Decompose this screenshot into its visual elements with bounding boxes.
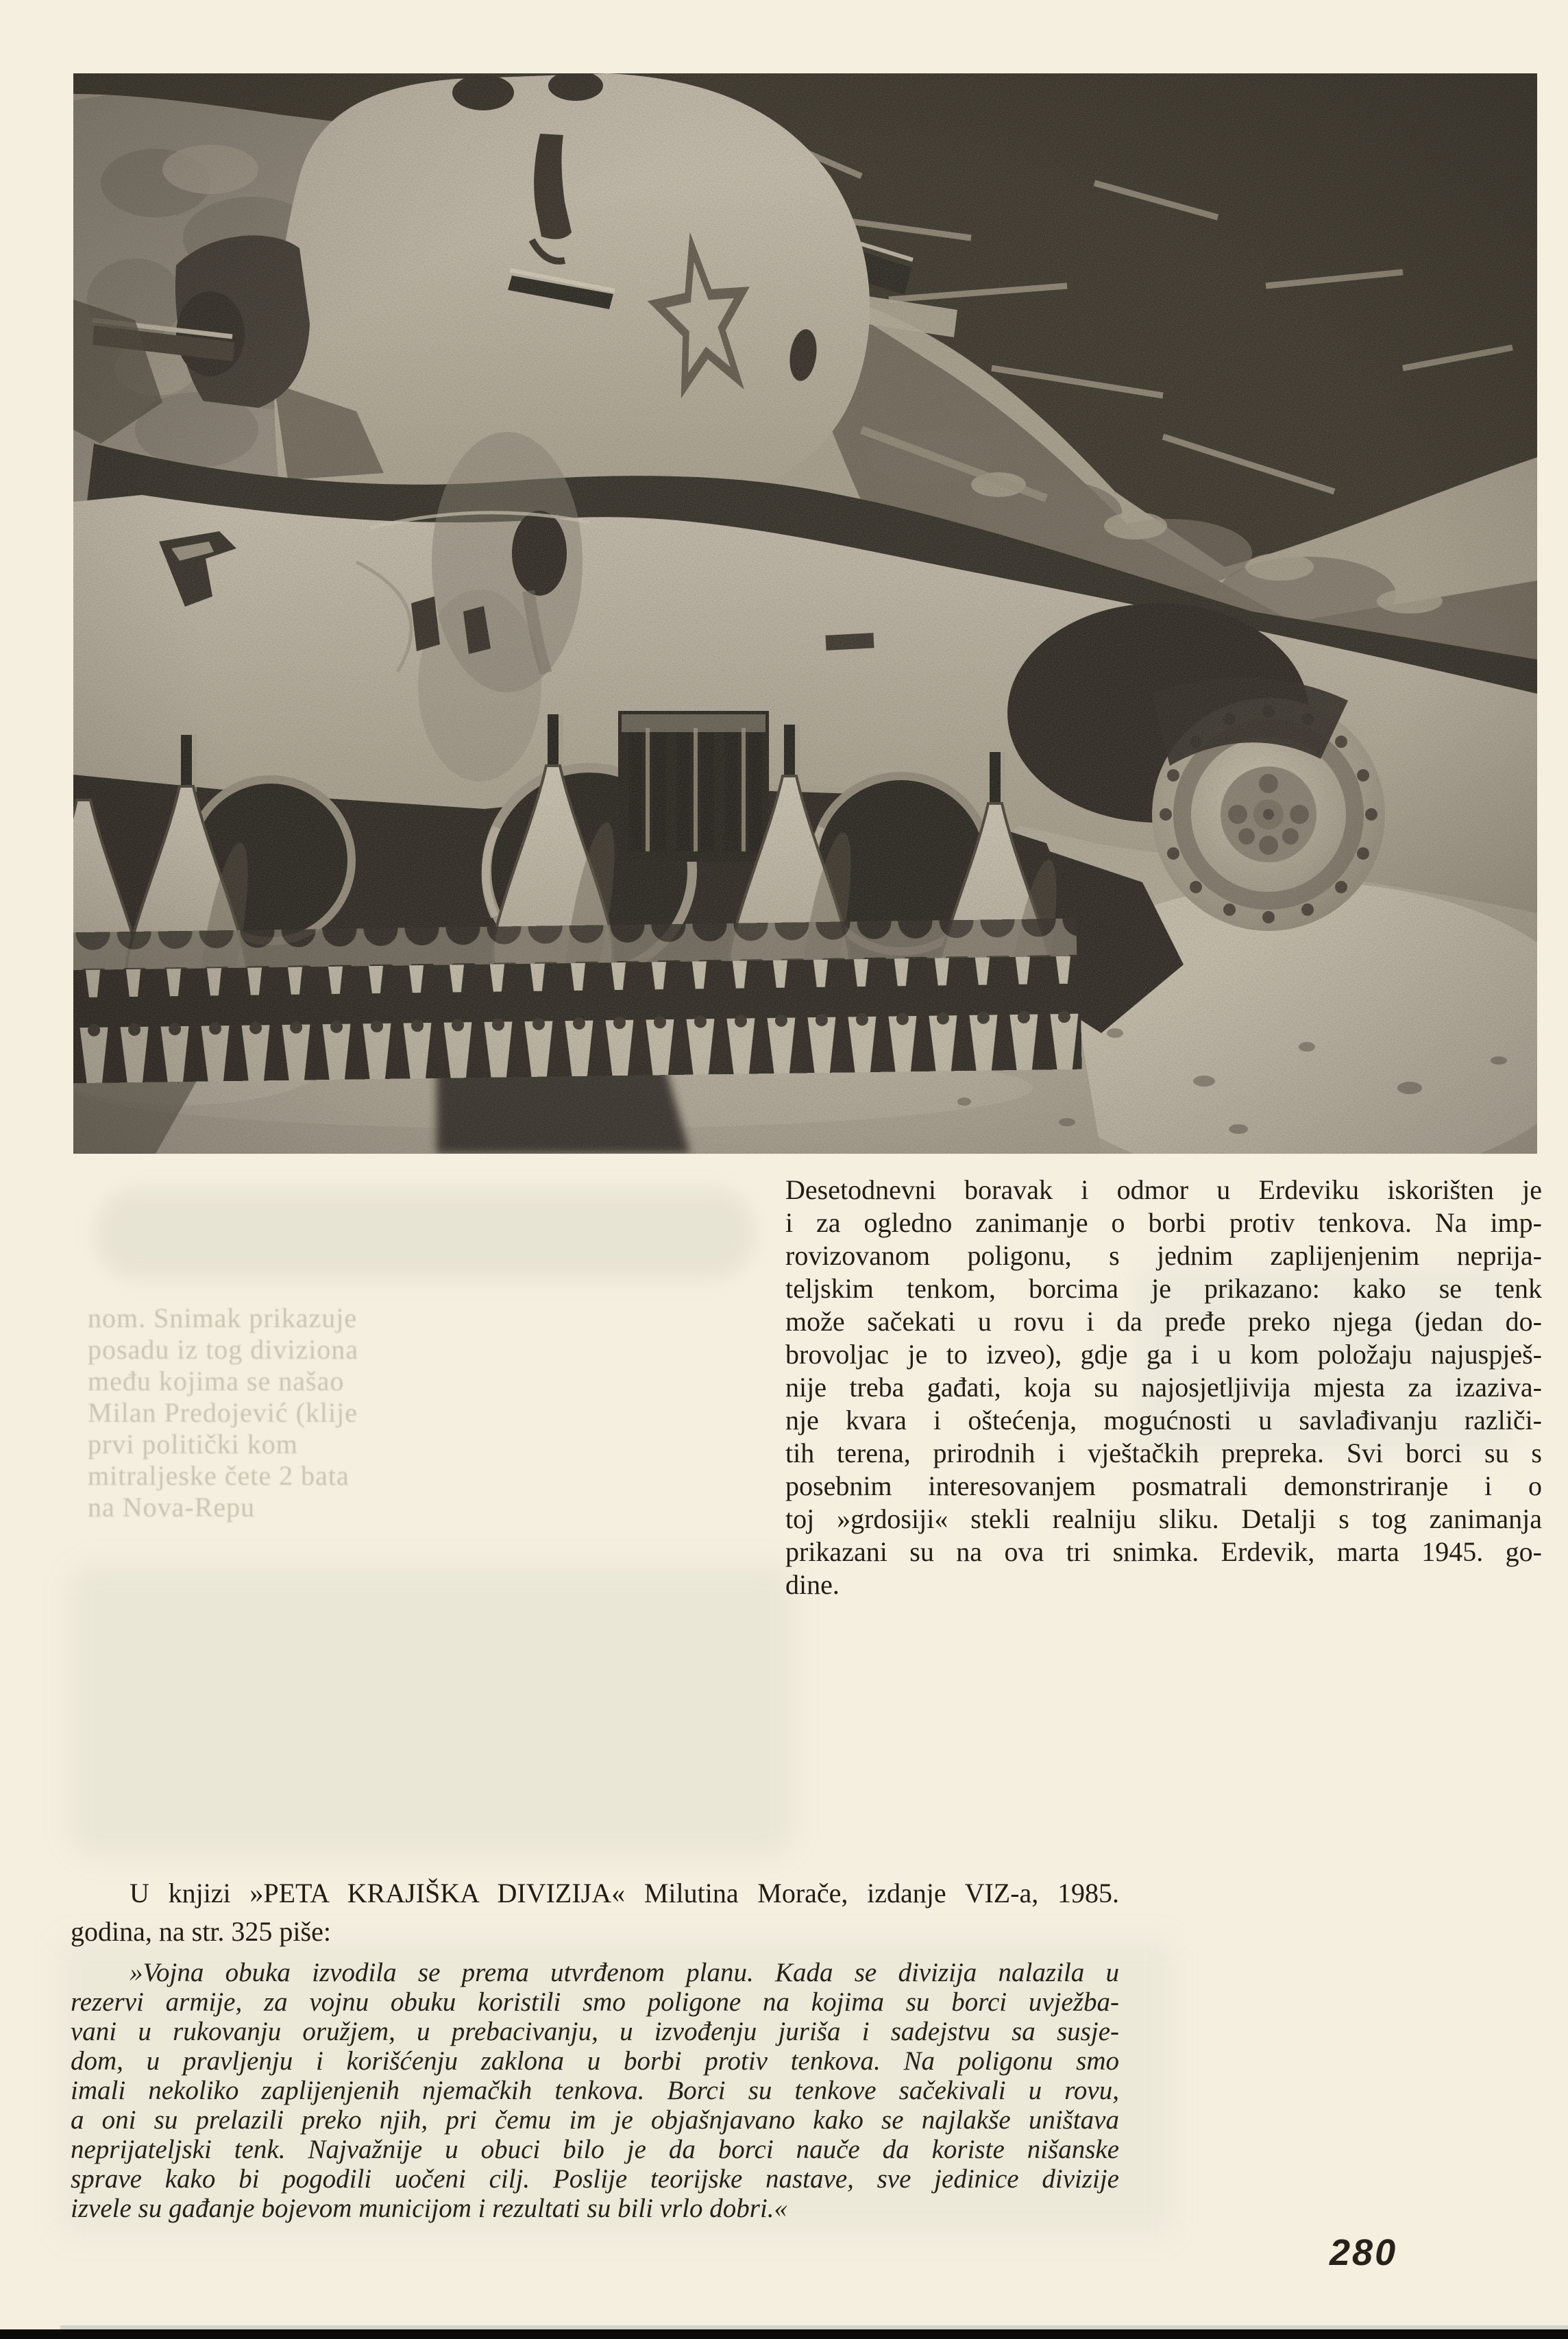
photo-grain — [73, 73, 1537, 1154]
text-line: Milan Predojević (klije — [88, 1397, 358, 1428]
text-line: na Nova-Repu — [88, 1492, 256, 1523]
show-through-smudge — [96, 1189, 754, 1278]
text-line: izvele su gađanje bojevom municijom i rezultati su bili vrlo dobri.« — [71, 2194, 788, 2223]
text-line: dine. — [785, 1569, 840, 1600]
text-line: među kojima se našao — [88, 1366, 345, 1396]
text-line: posadu iz tog diviziona — [88, 1334, 359, 1365]
show-through-photo-ghost — [69, 1563, 795, 1858]
text-line: i za ogledno zanimanje o borbi protiv tenkova. Na imp- — [785, 1207, 1542, 1238]
text-line: posebnim interesovanjem posmatrali demonstriranje i o — [785, 1470, 1542, 1501]
text-line: nom. Snimak prikazuje — [88, 1302, 358, 1333]
text-line: godina, na str. 325 piše: — [71, 1916, 331, 1947]
book-reference-intro — [71, 1874, 1119, 1951]
page-number: 280 — [1330, 2232, 1398, 2273]
text-line: imali nekoliko zaplijenjenih njemačkih tenkova. Borci su tenkove sačekivali u rovu, — [71, 2076, 1119, 2105]
text-line: nje kvara i oštećenja, mogućnosti u savlađivanju različi- — [785, 1405, 1542, 1435]
scan-edge-bar — [0, 2329, 1568, 2339]
text-line: vani u rukovanju oružjem, u prebacivanju, u izvođenju juriša i sadejstvu sa susje- — [71, 2017, 1119, 2046]
text-line: nije treba gađati, koja su najosjetljivija mjesta za izaziva- — [785, 1372, 1542, 1403]
text-line: a oni su prelazili preko njih, pri čemu im je objašnjavano kako se najlakše uništava — [71, 2105, 1119, 2135]
book-quote — [71, 1958, 1119, 2223]
text-line: Desetodnevni boravak i odmor u Erdeviku iskorišten je — [785, 1174, 1542, 1205]
text-line: može sačekati u rovu i da pređe preko njega (jedan do- — [785, 1306, 1542, 1337]
text-line: prvi politički kom — [88, 1429, 298, 1459]
text-line: neprijateljski tenk. Najvažnije u obuci bilo je da borci nauče da koriste nišanske — [71, 2135, 1119, 2164]
text-line: tih terena, prirodnih i vještačkih prepreka. Svi borci su s — [785, 1438, 1542, 1468]
ghost-text — [88, 1302, 766, 1523]
text-line: prikazani su na ova tri snimka. Erdevik, marta 1945. go- — [785, 1536, 1542, 1567]
tank-photo-illustration — [73, 73, 1537, 1154]
text-line: »Vojna obuka izvodila se prema utvrđenom planu. Kada se divizija nalazila u — [130, 1958, 1119, 1987]
tank-photo — [73, 73, 1537, 1154]
photo-caption — [785, 1174, 1542, 1601]
text-line: U knjizi »PETA KRAJIŠKA DIVIZIJA« Milutina Morače, izdanje VIZ-a, 1985. — [130, 1878, 1119, 1908]
text-line: mitraljeske čete 2 bata — [88, 1460, 350, 1491]
text-line: rezervi armije, za vojnu obuku koristili smo poligone na kojima su borci uvježba- — [71, 1987, 1119, 2017]
text-line: toj »grdosiji« stekli realniju sliku. Detalji s tog zanimanja — [785, 1503, 1542, 1534]
text-line: brovoljac je to izveo), gdje ga i u kom položaju najuspješ- — [785, 1339, 1542, 1370]
text-line: teljskim tenkom, borcima je prikazano: kako se tenk — [785, 1273, 1542, 1304]
text-line: rovizovanom poligonu, s jednim zaplijenjenim neprija- — [785, 1240, 1542, 1271]
text-line: sprave kako bi pogodili uočeni cilj. Poslije teorijske nastave, sve jedinice divizije — [71, 2164, 1119, 2194]
text-line: dom, u pravljenju i korišćenju zaklona u borbi protiv tenkova. Na poligonu smo — [71, 2046, 1119, 2076]
